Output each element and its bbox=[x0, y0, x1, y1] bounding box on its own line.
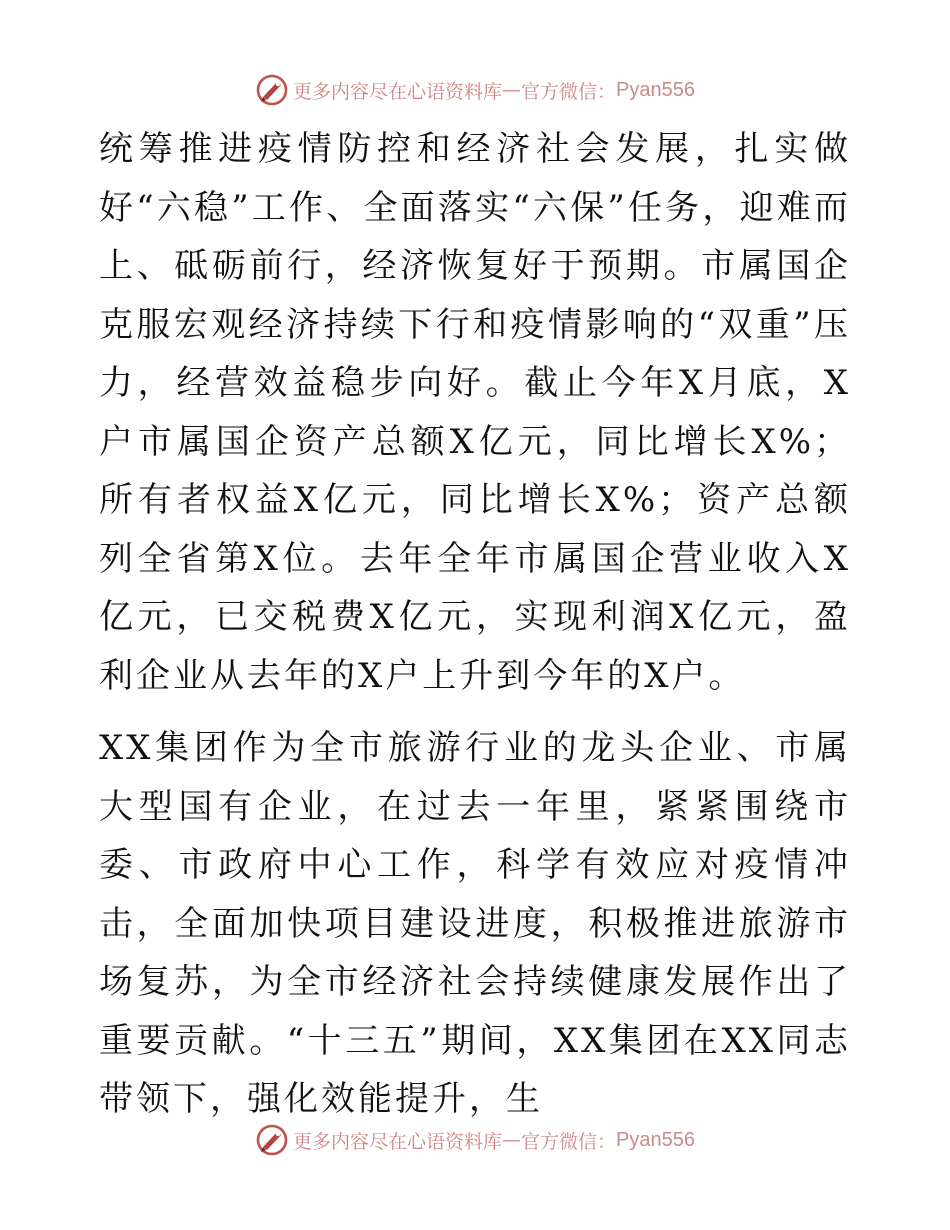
footer-separator: — bbox=[502, 1129, 522, 1151]
header-separator: — bbox=[502, 79, 522, 101]
header-watermark bbox=[0, 70, 950, 110]
pen-logo-icon bbox=[255, 1123, 289, 1157]
footer-brand-text: 更多内容尽在心语资料库 bbox=[293, 1130, 503, 1153]
pen-logo-icon bbox=[255, 73, 289, 107]
document-body bbox=[99, 120, 851, 1129]
header-brand-text: 更多内容尽在心语资料库 bbox=[293, 80, 503, 103]
footer-watermark bbox=[0, 1120, 950, 1160]
footer-wechat-id: Pyan556 bbox=[616, 1128, 695, 1151]
header-wechat-label: 官方微信： bbox=[521, 80, 617, 103]
footer-wechat-label: 官方微信： bbox=[521, 1130, 617, 1153]
header-wechat-id: Pyan556 bbox=[616, 78, 695, 101]
body-paragraph-2: XX集团作为全市旅游行业的龙头企业、市属大型国有企业，在过去一年里，紧紧围绕市委、市政府中心工作，科学有效应对疫情冲击，全面加快项目建设进度，积极推进旅游市场复苏，为全市经济社会持续健康发展作出了重要贡献。“十三五”期间，XX集团在XX同志带领下，强化效能提升，生 bbox=[99, 728, 851, 1119]
body-paragraph-1: 统筹推进疫情防控和经济社会发展，扎实做好“六稳”工作、全面落实“六保”任务，迎难而上、砥砺前行，经济恢复好于预期。市属国企克服宏观经济持续下行和疫情影响的“双重”压力，经营效益稳步向好。截止今年X月底，X户市属国企资产总额X亿元，同比增长X%；所有者权益X亿元，同比增长X%；资产总额列全省第X位。去年全年市属国企营业收入X亿元，已交税费X亿元，实现利润X亿元，盈利企业从去年的X户上升到今年的X户。 bbox=[99, 129, 851, 696]
